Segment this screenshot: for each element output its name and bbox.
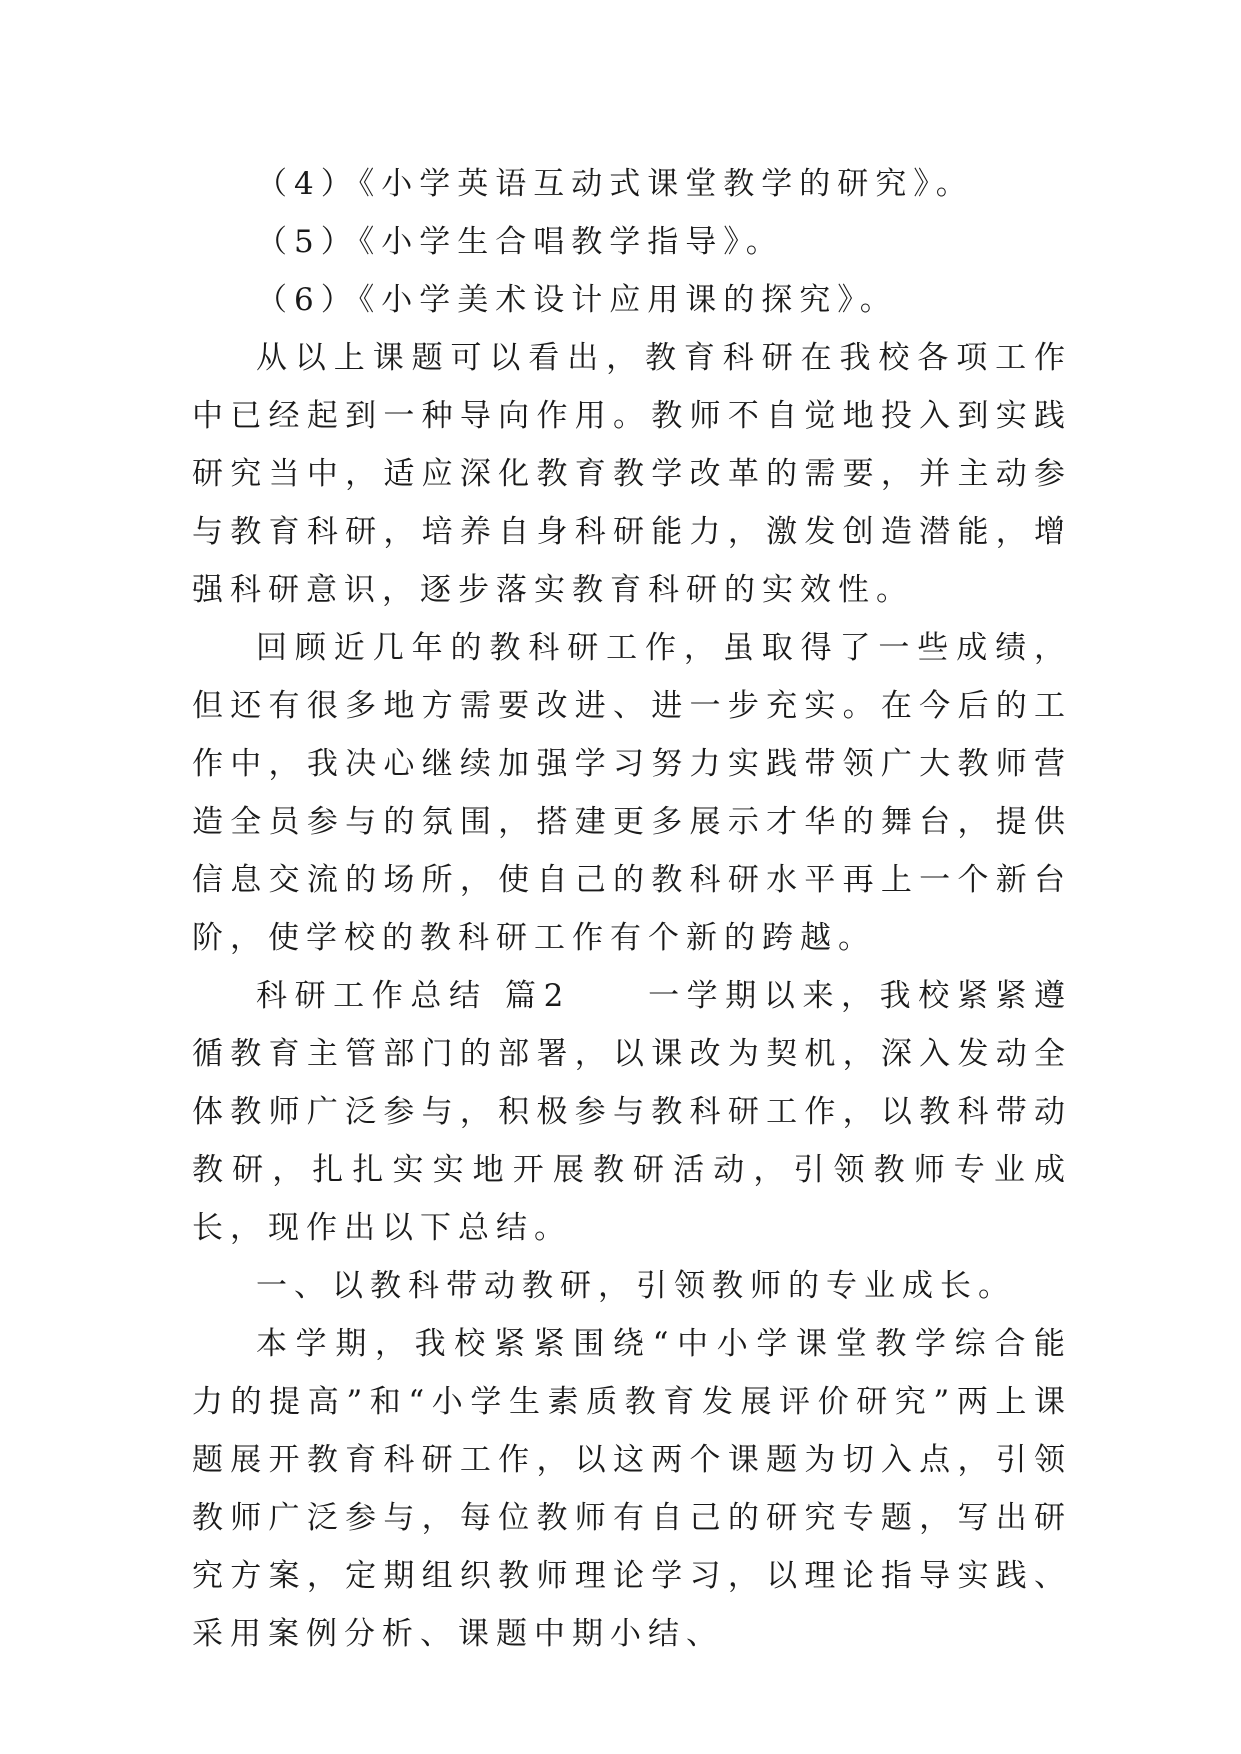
list-item: （4）《小学英语互动式课堂教学的研究》。 [256, 166, 974, 202]
body-paragraph: 本学期，我校紧紧围绕“中小学课堂教学综合能力的提高”和“小学生素质教育发展评价研究”两上课题展开教育科研工作，以这两个课题为切入点，引领教师广泛参与，每位教师有自己的研究专题，写出研究方案，定期组织教师理论学习，以理论指导实践、采用案例分析、课题中期小结、 [192, 1326, 1072, 1652]
document-body [192, 155, 1072, 1663]
body-paragraph: 从以上课题可以看出，教育科研在我校各项工作中已经起到一种导向作用。教师不自觉地投入到实践研究当中，适应深化教育教学改革的需要，并主动参与教育科研，培养自身科研能力，激发创造潜能，增强科研意识，逐步落实教育科研的实效性。 [192, 340, 1072, 608]
section-heading: 一、以教科带动教研，引领教师的专业成长。 [256, 1268, 1016, 1304]
list-item: （6）《小学美术设计应用课的探究》。 [256, 282, 898, 318]
section-intro-paragraph: 科研工作总结 篇2 一学期以来，我校紧紧遵循教育主管部门的部署，以课改为契机，深入发动全体教师广泛参与，积极参与教科研工作，以教科带动教研，扎扎实实地开展教研活动，引领教师专业成长，现作出以下总结。 [192, 978, 1072, 1246]
body-paragraph: 回顾近几年的教科研工作，虽取得了一些成绩，但还有很多地方需要改进、进一步充实。在今后的工作中，我决心继续加强学习努力实践带领广大教师营造全员参与的氛围，搭建更多展示才华的舞台，提供信息交流的场所，使自己的教科研水平再上一个新台阶，使学校的教科研工作有个新的跨越。 [192, 630, 1072, 956]
list-item: （5）《小学生合唱教学指导》。 [256, 224, 784, 260]
